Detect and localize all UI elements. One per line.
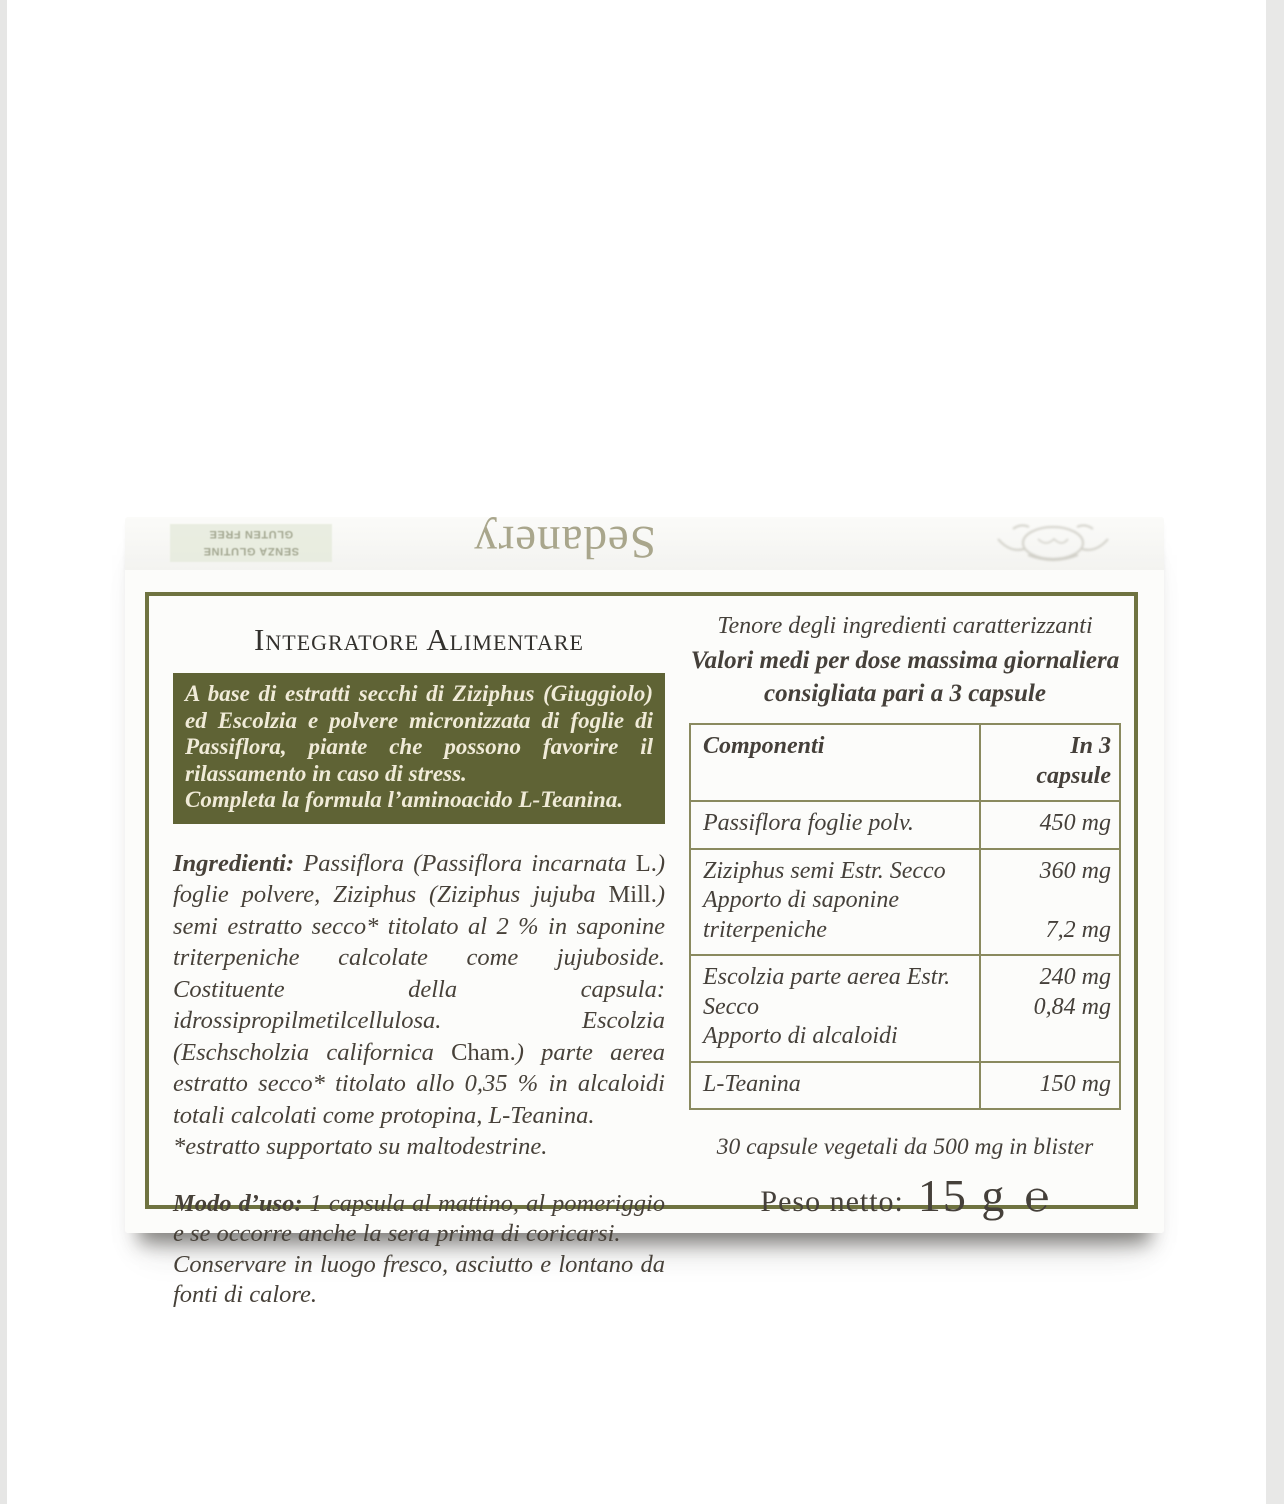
olive-border-frame [145, 592, 1138, 1308]
table-row [691, 848, 1119, 955]
right-gutter [1266, 0, 1284, 1504]
description-paragraph: A base di estratti secchi di Ziziphus (Giuggiolo) ed Escolzia e polvere micronizzata di foglie di Passiflora, piante che possono favorire il rilassamento in caso di stress. [185, 681, 653, 786]
panel-heading: Integratore Alimentare [254, 622, 584, 657]
component-name: Ziziphus semi Estr. Secco [703, 857, 946, 884]
component-value: 240 mg [1039, 964, 1111, 990]
component-value: 7,2 mg [1045, 916, 1111, 943]
brand-emblem-icon [968, 519, 1138, 571]
table-header-row [691, 725, 1119, 800]
box-top-flap [125, 517, 1164, 571]
badge-line: SENZA GLUTINE [203, 545, 300, 557]
daily-values-subtitle: Valori medi per dose massima giornaliera consigliata pari a 3 capsule [690, 647, 1120, 707]
components-header: Componenti [703, 733, 825, 759]
net-weight-label: Peso netto: [760, 1185, 904, 1218]
storage-instructions: Conservare in luogo fresco, asciutto e lontano da fonti di calore. [173, 1250, 665, 1308]
net-weight [689, 1169, 1121, 1222]
ingredients-content-title: Tenore degli ingredienti caratterizzanti [717, 613, 1093, 639]
component-name: Apporto di saponine [703, 887, 899, 913]
left-gutter [0, 0, 7, 1504]
capsule-count-text: 30 capsule vegetali da 500 mg in blister [716, 1134, 1094, 1160]
component-value: 0,84 mg [1033, 993, 1111, 1020]
extract-note: *estratto supportato su maltodestrine. [173, 1133, 548, 1160]
component-name: triterpeniche [703, 916, 827, 943]
component-value: 450 mg [1039, 810, 1111, 836]
left-column [173, 596, 665, 1311]
table-row [691, 954, 1119, 1061]
ingredients-paragraph: Ingredienti: Passiflora (Passiflora incarnata L.) foglie polvere, Ziziphus (Ziziphus jujuba Mill.) semi estratto secco* titolato al 2 % in saponine triterpeniche calcolate come jujuboside. Costituente della capsula: idrossipropilmetilcellulosa. Escolzia (Eschscholzia californica Cham.) parte aerea estratto secco* titolato allo 0,35 % in alcaloidi totali calcolati come protopina, L-Teanina. [173, 849, 665, 1129]
component-name: L-Teanina [703, 1070, 801, 1097]
badge-line: GLUTEN FREE [208, 527, 294, 540]
dose-header-line: In 3 [1070, 733, 1111, 759]
net-weight-value: 15 g [917, 1170, 1007, 1221]
description-paragraph: Completa la formula l’aminoacido L-Teanina. [185, 787, 624, 812]
components-table [689, 723, 1121, 1110]
component-name: Apporto di alcaloidi [703, 1023, 898, 1049]
component-name: Escolzia parte aerea Estr. Secco [703, 964, 951, 1020]
table-row [691, 800, 1119, 848]
supplement-box [125, 516, 1164, 1308]
component-value: 360 mg [1039, 857, 1111, 884]
brand-name: Sedanery [473, 516, 656, 568]
right-column [689, 596, 1121, 1222]
component-name: Passiflora foglie polv. [703, 810, 914, 836]
ingredients-label: Ingredienti: [173, 849, 295, 877]
box-back-panel [125, 570, 1164, 1308]
product-description-box [173, 673, 665, 824]
component-value: 150 mg [1039, 1070, 1111, 1097]
component-value [985, 886, 1111, 916]
usage-label: Modo d’uso: [173, 1189, 303, 1217]
dose-header-line: capsule [1036, 762, 1111, 789]
usage-instructions: Modo d’uso: 1 capsula al mattino, al pomeriggio e se occorre anche la sera prima di coricarsi. [173, 1189, 665, 1247]
table-row [691, 1061, 1119, 1109]
estimated-sign: ℮ [1024, 1175, 1050, 1221]
